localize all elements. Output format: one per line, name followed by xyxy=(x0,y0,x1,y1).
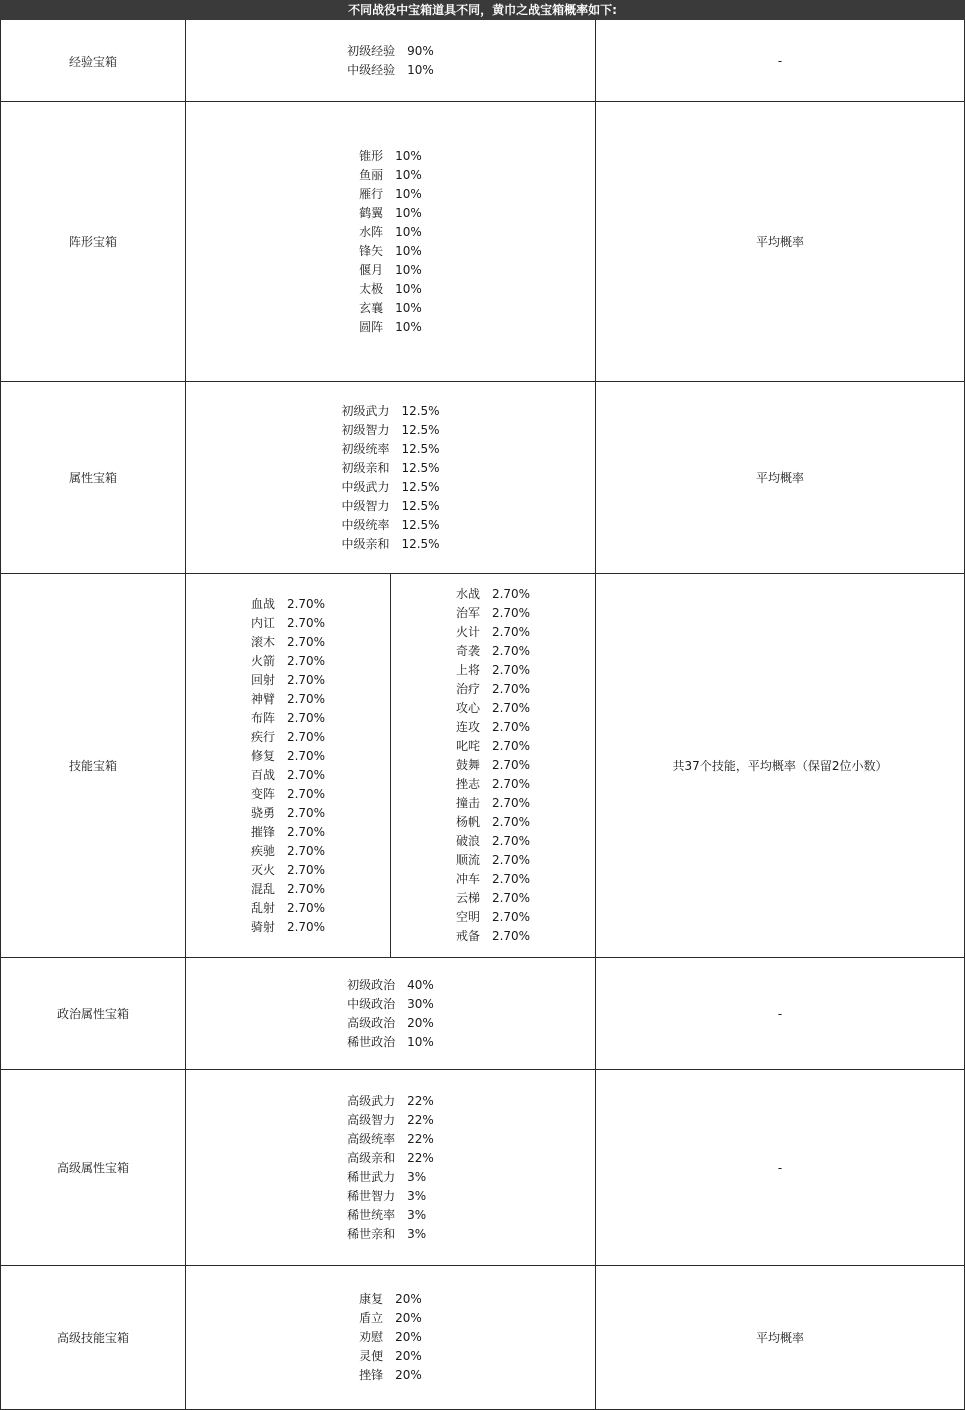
box-name-cell xyxy=(1,1070,185,1265)
list-item xyxy=(251,766,325,785)
item-name: 鼓舞 xyxy=(455,758,480,772)
item-probability: 2.70% xyxy=(286,691,326,706)
item-probability: 2.70% xyxy=(286,919,326,934)
item-name: 骑射 xyxy=(250,919,275,934)
item-probability: 20% xyxy=(395,1349,422,1363)
item-probability: 2.70% xyxy=(491,663,531,677)
item-probability: 2.70% xyxy=(491,682,531,696)
item-list xyxy=(347,42,434,80)
item-name: 稀世智力 xyxy=(347,1188,396,1203)
list-item xyxy=(359,223,422,242)
item-probability: 2.70% xyxy=(491,777,531,791)
item-name: 玄襄 xyxy=(359,300,384,315)
item-name: 劝慰 xyxy=(359,1330,384,1344)
table-title: 不同战役中宝箱道具不同，黄巾之战宝箱概率如下: xyxy=(0,0,965,20)
list-item xyxy=(251,785,325,804)
list-item xyxy=(347,61,434,80)
list-item xyxy=(251,842,325,861)
note-cell xyxy=(596,958,964,1069)
item-name: 稀世武力 xyxy=(347,1169,396,1184)
item-probability: 2.70% xyxy=(491,910,531,924)
box-name: 高级技能宝箱 xyxy=(56,1331,129,1345)
list-item xyxy=(456,832,530,851)
list-item xyxy=(251,709,325,728)
list-item xyxy=(359,261,422,280)
item-probability: 20% xyxy=(395,1368,422,1382)
list-item xyxy=(456,794,530,813)
item-name: 火计 xyxy=(455,625,480,639)
item-name: 鱼丽 xyxy=(359,167,384,182)
item-probability: 12.5% xyxy=(401,422,440,437)
box-name: 政治属性宝箱 xyxy=(56,1007,129,1021)
list-item xyxy=(341,497,439,516)
note-text: 平均概率 xyxy=(755,235,804,249)
box-name: 属性宝箱 xyxy=(68,471,117,485)
item-probability: 2.70% xyxy=(491,872,531,886)
list-item xyxy=(359,299,422,318)
box-name-cell xyxy=(1,958,185,1069)
item-probability: 10% xyxy=(407,1034,434,1049)
item-name: 云梯 xyxy=(455,891,480,905)
item-probability: 2.70% xyxy=(491,625,531,639)
list-item xyxy=(456,642,530,661)
note-cell xyxy=(596,102,964,381)
item-list xyxy=(456,585,530,946)
item-name: 挫锋 xyxy=(359,1368,384,1382)
list-item xyxy=(359,166,422,185)
item-probability: 2.70% xyxy=(491,739,531,753)
item-probability: 2.70% xyxy=(491,587,531,601)
item-name: 盾立 xyxy=(359,1311,384,1325)
box-name-cell xyxy=(1,102,185,381)
item-probability: 10% xyxy=(395,262,422,277)
item-probability: 20% xyxy=(395,1292,422,1306)
item-probability: 12.5% xyxy=(401,536,440,551)
box-name-cell xyxy=(1,574,185,957)
items-cell xyxy=(186,382,595,573)
list-item xyxy=(456,680,530,699)
list-item xyxy=(347,1206,434,1225)
item-probability: 3% xyxy=(407,1188,427,1203)
items-cell-left xyxy=(186,574,390,957)
items-cell xyxy=(186,1266,595,1409)
item-probability: 2.70% xyxy=(286,634,326,649)
item-probability: 3% xyxy=(407,1226,427,1241)
list-item xyxy=(347,1187,434,1206)
item-name: 初级经验 xyxy=(347,44,396,58)
item-name: 高级政治 xyxy=(347,1015,396,1030)
item-name: 摧锋 xyxy=(250,824,275,839)
list-item xyxy=(347,1168,434,1187)
items-cell xyxy=(186,21,595,101)
item-probability: 10% xyxy=(395,186,422,201)
item-name: 稀世亲和 xyxy=(347,1226,396,1241)
item-name: 变阵 xyxy=(250,786,275,801)
list-item xyxy=(456,756,530,775)
item-list xyxy=(347,976,434,1052)
item-name: 疾行 xyxy=(250,729,275,744)
list-item xyxy=(347,976,434,995)
item-name: 叱咤 xyxy=(455,739,480,753)
list-item xyxy=(359,147,422,166)
list-item xyxy=(359,318,422,337)
list-item xyxy=(359,1347,422,1366)
box-name: 经验宝箱 xyxy=(68,54,117,69)
item-name: 滚木 xyxy=(250,634,275,649)
list-item xyxy=(347,42,434,61)
list-item xyxy=(456,908,530,927)
item-probability: 2.70% xyxy=(491,853,531,867)
item-probability: 2.70% xyxy=(491,701,531,715)
list-item xyxy=(251,804,325,823)
item-probability: 2.70% xyxy=(491,891,531,905)
item-name: 攻心 xyxy=(455,701,480,715)
item-name: 混乱 xyxy=(250,881,275,896)
item-probability: 2.70% xyxy=(491,720,531,734)
item-name: 杨帆 xyxy=(455,815,480,829)
item-name: 初级武力 xyxy=(341,403,390,418)
item-name: 百战 xyxy=(250,767,275,782)
item-probability: 10% xyxy=(395,224,422,239)
item-name: 连攻 xyxy=(455,720,480,734)
item-name: 中级统率 xyxy=(341,517,390,532)
item-probability: 2.70% xyxy=(286,748,326,763)
item-name: 高级智力 xyxy=(347,1112,396,1127)
item-name: 火箭 xyxy=(250,653,275,668)
item-name: 修复 xyxy=(250,748,275,763)
list-item xyxy=(251,633,325,652)
item-probability: 10% xyxy=(395,281,422,296)
list-item xyxy=(359,280,422,299)
note-text: - xyxy=(777,54,783,68)
item-name: 初级统率 xyxy=(341,441,390,456)
list-item xyxy=(456,927,530,946)
item-probability: 2.70% xyxy=(286,729,326,744)
list-item xyxy=(347,1149,434,1168)
item-name: 空明 xyxy=(455,910,480,924)
item-name: 上将 xyxy=(455,663,480,677)
item-list xyxy=(251,595,325,937)
item-name: 水战 xyxy=(455,587,480,601)
item-name: 中级智力 xyxy=(341,498,390,513)
item-probability: 12.5% xyxy=(401,460,440,475)
list-item xyxy=(251,899,325,918)
item-name: 中级政治 xyxy=(347,996,396,1011)
list-item xyxy=(359,1366,422,1385)
item-probability: 12.5% xyxy=(401,479,440,494)
list-item xyxy=(359,242,422,261)
list-item xyxy=(251,595,325,614)
item-list xyxy=(359,1290,422,1385)
item-name: 内讧 xyxy=(250,615,275,630)
list-item xyxy=(456,775,530,794)
list-item xyxy=(341,478,439,497)
item-name: 锥形 xyxy=(359,148,384,163)
item-probability: 2.70% xyxy=(286,805,326,820)
item-name: 破浪 xyxy=(455,834,480,848)
list-item xyxy=(251,652,325,671)
note-text: 平均概率 xyxy=(755,1331,804,1345)
list-item xyxy=(251,880,325,899)
items-cell xyxy=(186,102,595,381)
list-item xyxy=(456,737,530,756)
list-item xyxy=(251,747,325,766)
item-name: 神臂 xyxy=(250,691,275,706)
item-probability: 10% xyxy=(395,300,422,315)
list-item xyxy=(347,1092,434,1111)
item-probability: 90% xyxy=(407,44,434,58)
item-name: 水阵 xyxy=(359,224,384,239)
item-probability: 40% xyxy=(407,977,434,992)
item-probability: 10% xyxy=(395,148,422,163)
list-item xyxy=(347,1130,434,1149)
item-probability: 2.70% xyxy=(491,929,531,943)
item-name: 高级武力 xyxy=(347,1093,396,1108)
box-name-cell xyxy=(1,1266,185,1409)
list-item xyxy=(456,870,530,889)
item-name: 冲车 xyxy=(455,872,480,886)
list-item xyxy=(347,1033,434,1052)
item-name: 血战 xyxy=(250,596,275,611)
item-probability: 22% xyxy=(407,1131,434,1146)
item-name: 太极 xyxy=(359,281,384,296)
list-item xyxy=(347,1111,434,1130)
item-name: 锋矢 xyxy=(359,243,384,258)
item-name: 初级智力 xyxy=(341,422,390,437)
item-probability: 2.70% xyxy=(286,862,326,877)
item-name: 高级统率 xyxy=(347,1131,396,1146)
item-name: 骁勇 xyxy=(250,805,275,820)
item-name: 疾驰 xyxy=(250,843,275,858)
note-cell xyxy=(596,382,964,573)
item-probability: 22% xyxy=(407,1112,434,1127)
list-item xyxy=(251,728,325,747)
item-probability: 10% xyxy=(395,243,422,258)
item-name: 布阵 xyxy=(250,710,275,725)
item-name: 撞击 xyxy=(455,796,480,810)
item-probability: 2.70% xyxy=(491,644,531,658)
list-item xyxy=(341,535,439,554)
item-name: 圆阵 xyxy=(359,319,384,334)
list-item xyxy=(456,623,530,642)
item-probability: 2.70% xyxy=(491,606,531,620)
item-probability: 2.70% xyxy=(286,843,326,858)
item-probability: 2.70% xyxy=(491,796,531,810)
list-item xyxy=(341,459,439,478)
item-list xyxy=(341,402,439,554)
item-name: 稀世政治 xyxy=(347,1034,396,1049)
list-item xyxy=(359,204,422,223)
item-name: 高级亲和 xyxy=(347,1150,396,1165)
item-name: 雁行 xyxy=(359,186,384,201)
item-probability: 2.70% xyxy=(286,653,326,668)
item-name: 中级武力 xyxy=(341,479,390,494)
item-list xyxy=(359,147,422,337)
note-cell xyxy=(596,21,964,101)
list-item xyxy=(347,1014,434,1033)
items-cell-right xyxy=(391,574,595,957)
item-name: 乱射 xyxy=(250,900,275,915)
items-cell xyxy=(186,1070,595,1265)
list-item xyxy=(359,185,422,204)
box-name-cell xyxy=(1,21,185,101)
item-probability: 30% xyxy=(407,996,434,1011)
item-probability: 3% xyxy=(407,1169,427,1184)
item-probability: 2.70% xyxy=(286,881,326,896)
item-name: 初级亲和 xyxy=(341,460,390,475)
item-probability: 10% xyxy=(407,63,434,77)
item-probability: 2.70% xyxy=(286,786,326,801)
note-cell xyxy=(596,1266,964,1409)
box-name: 高级属性宝箱 xyxy=(56,1161,129,1175)
box-name: 技能宝箱 xyxy=(68,759,117,773)
item-list xyxy=(347,1092,434,1244)
item-probability: 10% xyxy=(395,167,422,182)
note-text: - xyxy=(777,1160,783,1175)
item-probability: 12.5% xyxy=(401,498,440,513)
item-name: 顺流 xyxy=(455,853,480,867)
item-probability: 2.70% xyxy=(286,596,326,611)
item-probability: 2.70% xyxy=(491,758,531,772)
list-item xyxy=(359,1328,422,1347)
list-item xyxy=(347,995,434,1014)
item-probability: 2.70% xyxy=(286,710,326,725)
list-item xyxy=(341,402,439,421)
item-probability: 22% xyxy=(407,1093,434,1108)
item-probability: 2.70% xyxy=(286,615,326,630)
list-item xyxy=(251,614,325,633)
note-cell xyxy=(596,574,964,957)
list-item xyxy=(251,861,325,880)
item-name: 鹤翼 xyxy=(359,205,384,220)
item-name: 治军 xyxy=(455,606,480,620)
item-name: 灵便 xyxy=(359,1349,384,1363)
item-probability: 2.70% xyxy=(286,672,326,687)
box-name-cell xyxy=(1,382,185,573)
item-name: 中级经验 xyxy=(347,63,396,77)
list-item xyxy=(341,421,439,440)
list-item xyxy=(341,440,439,459)
note-cell xyxy=(596,1070,964,1265)
item-probability: 2.70% xyxy=(491,815,531,829)
item-probability: 12.5% xyxy=(401,403,440,418)
item-probability: 2.70% xyxy=(286,767,326,782)
item-probability: 20% xyxy=(407,1015,434,1030)
list-item xyxy=(456,889,530,908)
list-item xyxy=(251,823,325,842)
item-probability: 22% xyxy=(407,1150,434,1165)
item-probability: 2.70% xyxy=(286,900,326,915)
list-item xyxy=(456,661,530,680)
item-name: 治疗 xyxy=(455,682,480,696)
item-name: 回射 xyxy=(250,672,275,687)
item-name: 初级政治 xyxy=(347,977,396,992)
list-item xyxy=(456,813,530,832)
list-item xyxy=(456,851,530,870)
list-item xyxy=(456,585,530,604)
list-item xyxy=(359,1290,422,1309)
item-name: 戒备 xyxy=(455,929,480,943)
item-name: 挫志 xyxy=(455,777,480,791)
item-probability: 2.70% xyxy=(286,824,326,839)
list-item xyxy=(251,918,325,937)
item-probability: 3% xyxy=(407,1207,427,1222)
item-probability: 10% xyxy=(395,205,422,220)
item-probability: 20% xyxy=(395,1330,422,1344)
item-probability: 12.5% xyxy=(401,441,440,456)
list-item xyxy=(359,1309,422,1328)
item-probability: 2.70% xyxy=(491,834,531,848)
list-item xyxy=(341,516,439,535)
items-cell xyxy=(186,958,595,1069)
item-probability: 12.5% xyxy=(401,517,440,532)
list-item xyxy=(251,690,325,709)
item-name: 康复 xyxy=(359,1292,384,1306)
list-item xyxy=(456,699,530,718)
note-text: - xyxy=(777,1006,783,1021)
item-probability: 10% xyxy=(395,319,422,334)
item-name: 中级亲和 xyxy=(341,536,390,551)
item-name: 稀世统率 xyxy=(347,1207,396,1222)
list-item xyxy=(456,718,530,737)
list-item xyxy=(251,671,325,690)
list-item xyxy=(347,1225,434,1244)
list-item xyxy=(456,604,530,623)
item-name: 奇袭 xyxy=(455,644,480,658)
note-text: 共37个技能，平均概率（保留2位小数） xyxy=(672,759,888,773)
item-name: 灭火 xyxy=(250,862,275,877)
note-text: 平均概率 xyxy=(755,471,804,485)
item-name: 偃月 xyxy=(359,262,384,277)
item-probability: 20% xyxy=(395,1311,422,1325)
box-name: 阵形宝箱 xyxy=(68,235,117,249)
